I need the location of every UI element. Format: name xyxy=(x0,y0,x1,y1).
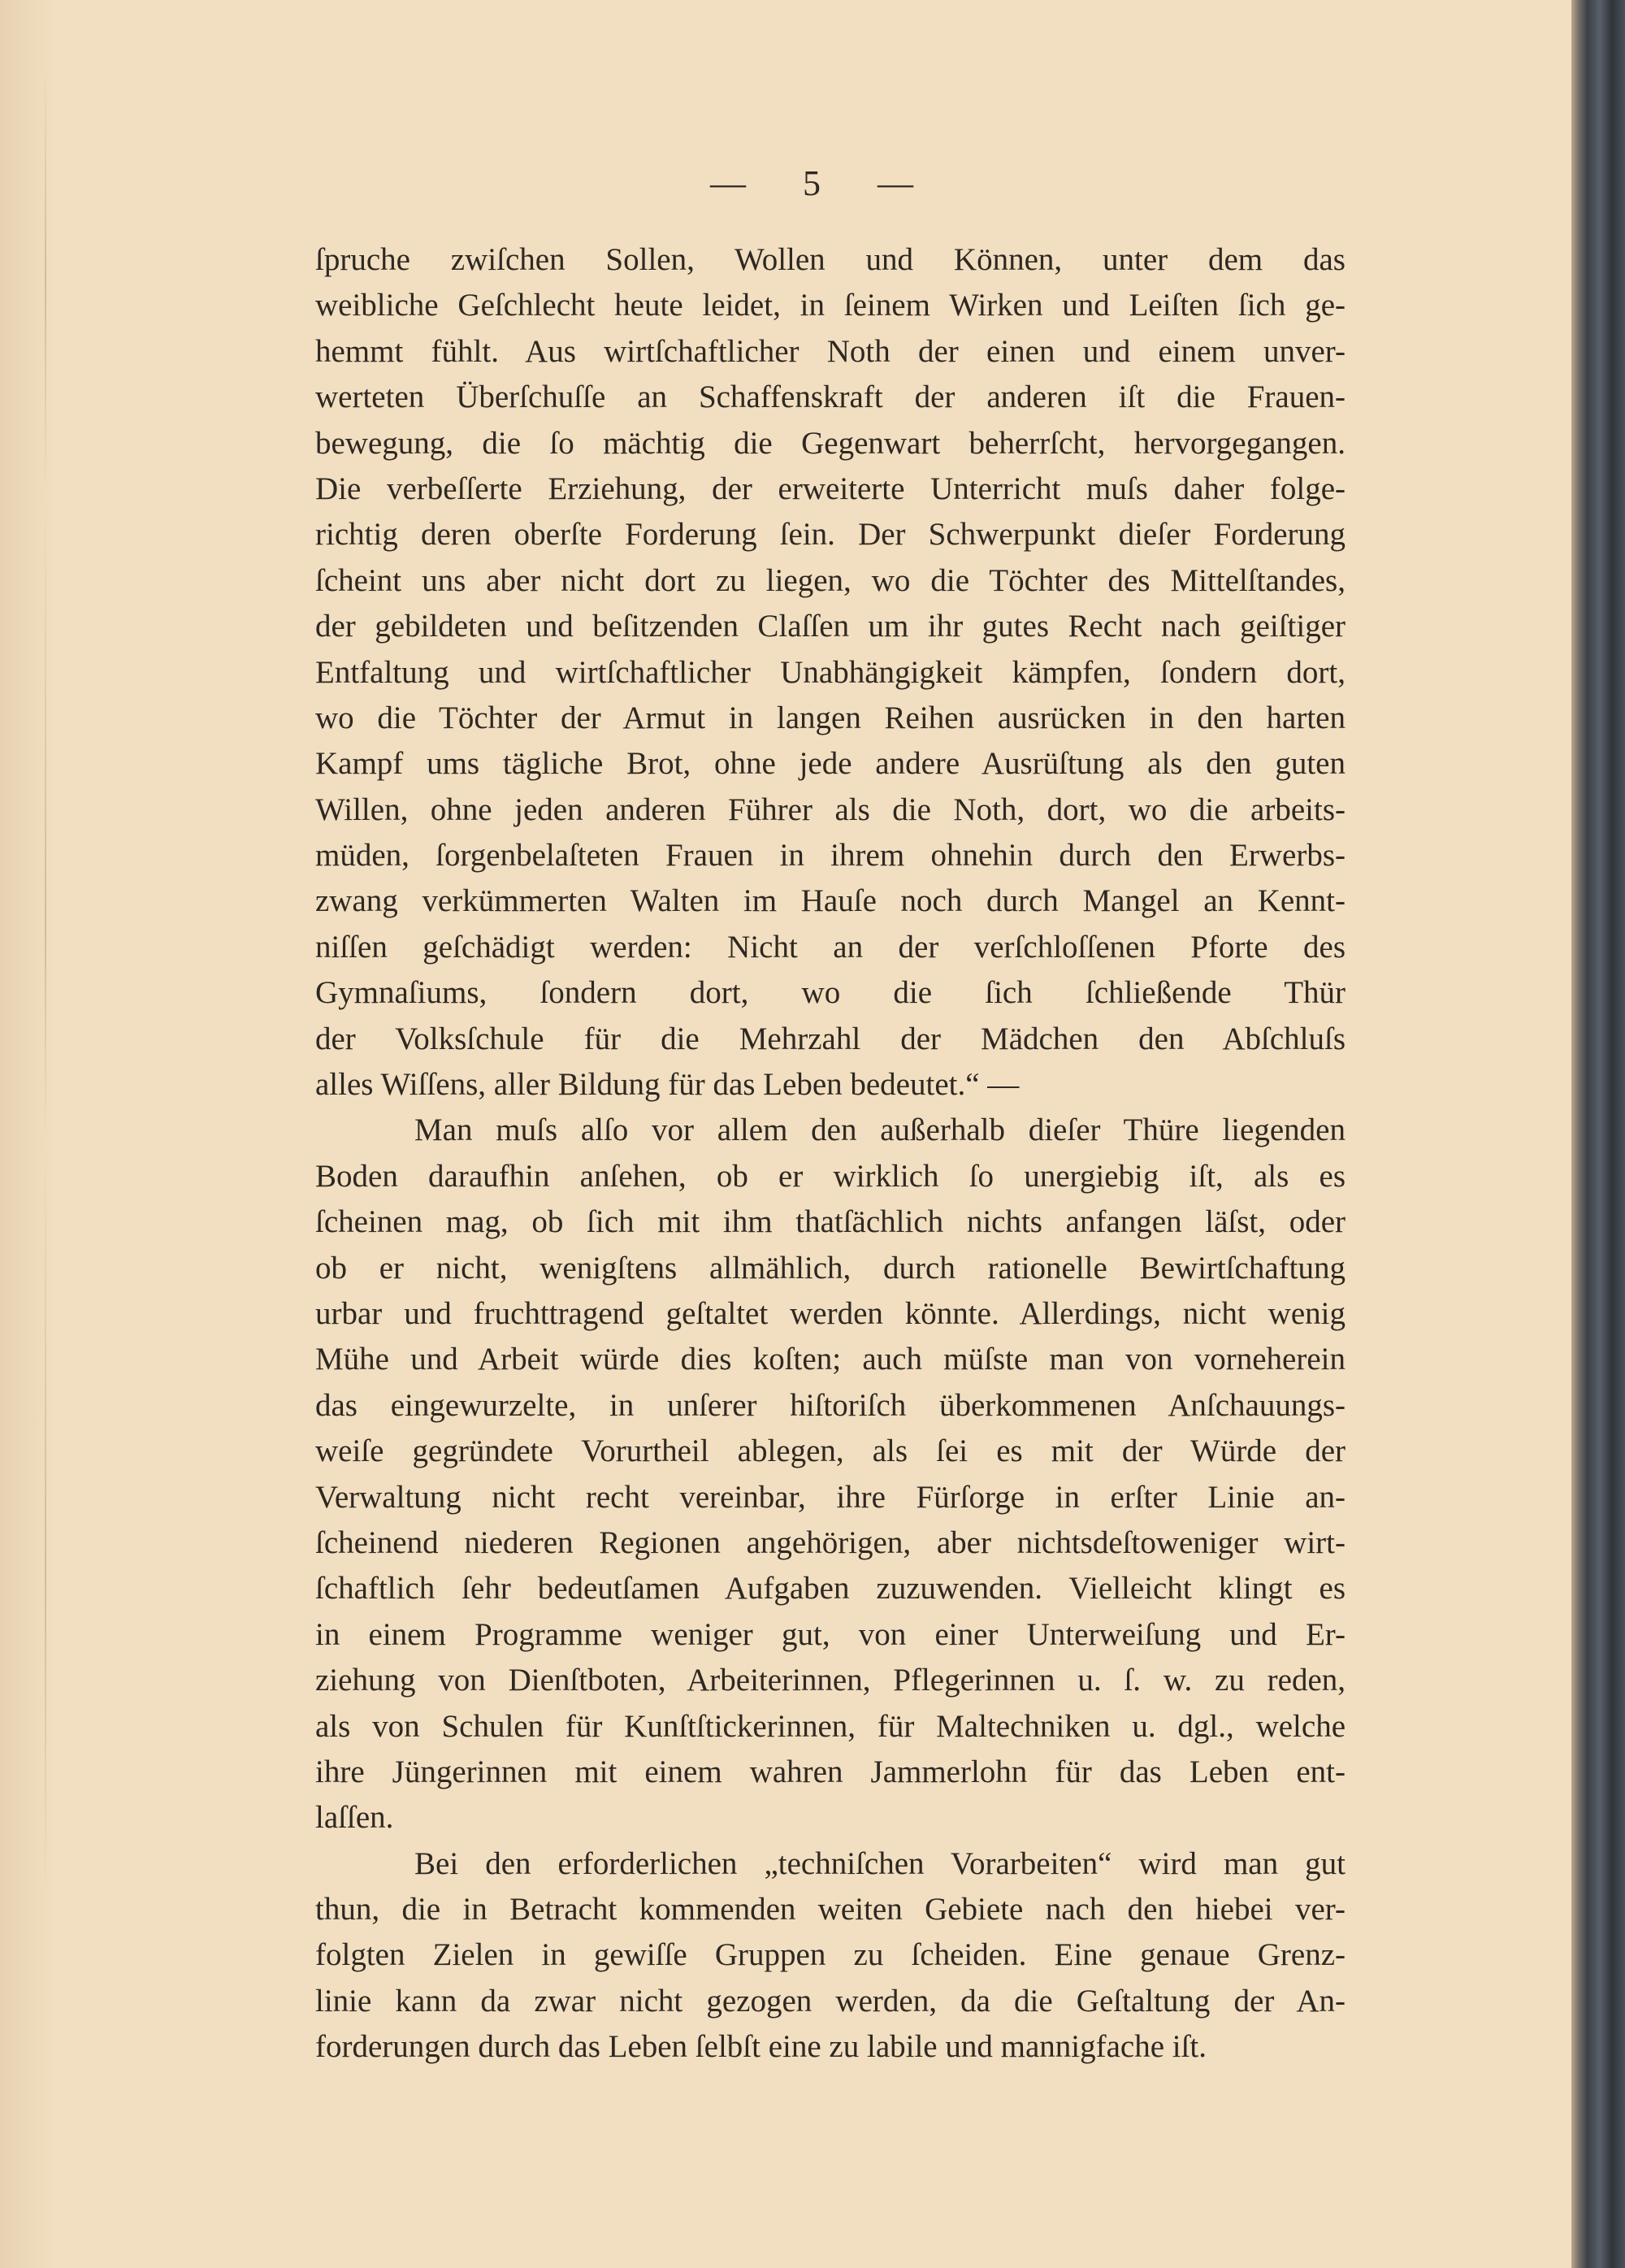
text-line: urbar und fruchttragend geſtaltet werden könnte. Allerdings, nicht wenig xyxy=(315,1295,1346,1331)
text-line: hemmt fühlt. Aus wirtſchaftlicher Noth der einen und einem unver- xyxy=(315,333,1346,369)
text-line: Bei den erforderlichen „techniſchen Vorarbeiten“ wird man gut xyxy=(414,1845,1346,1881)
text-line: linie kann da zwar nicht gezogen werden, da die Geſtaltung der An- xyxy=(315,1983,1346,2019)
paragraph xyxy=(315,237,1346,1108)
text-line: richtig deren oberſte Forderung ſein. Der Schwerpunkt dieſer Forderung xyxy=(315,517,1346,553)
text-line: ſchaftlich ſehr bedeutſamen Aufgaben zuzuwenden. Vielleicht klingt es xyxy=(315,1571,1346,1607)
text-line: Boden daraufhin anſehen, ob er wirklich ſo unergiebig iſt, als es xyxy=(315,1158,1346,1194)
dash-right: — xyxy=(878,163,915,203)
text-line: laſſen. xyxy=(315,1800,394,1836)
body-text xyxy=(315,237,1346,2071)
text-line: niſſen geſchädigt werden: Nicht an der verſchloſſenen Pforte des xyxy=(315,929,1346,965)
binding-crease xyxy=(45,65,46,2218)
text-line: weiſe gegründete Vorurtheil ablegen, als ſei es mit der Würde der xyxy=(315,1433,1346,1469)
text-line: Willen, ohne jeden anderen Führer als die Noth, dort, wo die arbeits- xyxy=(315,791,1346,827)
text-line: der Volksſchule für die Mehrzahl der Mädchen den Abſchluſs xyxy=(315,1021,1346,1056)
text-line: in einem Programme weniger gut, von einer Unterweiſung und Er- xyxy=(315,1616,1346,1652)
text-line: ſpruche zwiſchen Sollen, Wollen und Können, unter dem das xyxy=(315,242,1346,277)
text-line: werteten Überſchuſſe an Schaffenskraft der anderen iſt die Frauen- xyxy=(315,379,1346,415)
binding-gutter xyxy=(0,0,57,2268)
marbled-cover-edge xyxy=(1571,0,1625,2268)
text-line: das eingewurzelte, in unſerer hiſtoriſch überkommenen Anſchauungs- xyxy=(315,1387,1346,1423)
text-line: ſcheint uns aber nicht dort zu liegen, wo die Töchter des Mittelſtandes, xyxy=(315,562,1346,598)
text-line: als von Schulen für Kunſtſtickerinnen, für Maltechniken u. dgl., welche xyxy=(315,1708,1346,1744)
text-line: zwang verkümmerten Walten im Hauſe noch durch Mangel an Kennt- xyxy=(315,883,1346,919)
text-line: müden, ſorgenbelaſteten Frauen in ihrem ohnehin durch den Erwerbs- xyxy=(315,838,1346,874)
text-line: ob er nicht, wenigſtens allmählich, durch rationelle Bewirtſchaftung xyxy=(315,1250,1346,1286)
text-line: thun, die in Betracht kommenden weiten Gebiete nach den hiebei ver- xyxy=(315,1892,1346,1928)
text-line: Die verbeſſerte Erziehung, der erweiterte Unterricht muſs daher folge- xyxy=(315,471,1346,506)
text-line: Mühe und Arbeit würde dies koſten; auch müſste man von vorneherein xyxy=(315,1342,1346,1377)
page-number: 5 xyxy=(803,163,822,203)
text-line: ziehung von Dienſtboten, Arbeiterinnen, Pflegerinnen u. ſ. w. zu reden, xyxy=(315,1663,1346,1698)
text-line: alles Wiſſens, aller Bildung für das Leben bedeutet.“ — xyxy=(315,1067,1020,1103)
dash-left: — xyxy=(710,163,748,203)
text-line: wo die Töchter der Armut in langen Reihen ausrücken in den harten xyxy=(315,700,1346,735)
text-line: ſcheinen mag, ob ſich mit ihm thatſächlich nichts anfangen läſst, oder xyxy=(315,1204,1346,1240)
text-line: weibliche Geſchlecht heute leidet, in ſeinem Wirken und Leiſten ſich ge- xyxy=(315,288,1346,323)
text-line: folgten Zielen in gewiſſe Gruppen zu ſcheiden. Eine genaue Grenz- xyxy=(315,1937,1346,1973)
text-line: forderungen durch das Leben ſelbſt eine zu labile und mannigfache iſt. xyxy=(315,2029,1207,2065)
text-line: ihre Jüngerinnen mit einem wahren Jammerlohn für das Leben ent- xyxy=(315,1754,1346,1789)
text-line: Verwaltung nicht recht vereinbar, ihre Fürſorge in erſter Linie an- xyxy=(315,1479,1346,1515)
text-line: Kampf ums tägliche Brot, ohne jede andere Ausrüſtung als den guten xyxy=(315,746,1346,782)
text-line: Man muſs alſo vor allem den außerhalb dieſer Thüre liegenden xyxy=(414,1112,1346,1148)
text-line: der gebildeten und beſitzenden Claſſen um ihr gutes Recht nach geiſtiger xyxy=(315,609,1346,644)
text-line: ſcheinend niederen Regionen angehörigen, aber nichtsdeſtoweniger wirt- xyxy=(315,1524,1346,1560)
paragraph xyxy=(315,1841,1346,2071)
text-line: bewegung, die ſo mächtig die Gegenwart beherrſcht, hervorgegangen. xyxy=(315,425,1346,461)
text-line: Gymnaſiums, ſondern dort, wo die ſich ſchließende Thür xyxy=(315,975,1346,1011)
paragraph xyxy=(315,1108,1346,1841)
page-number-header xyxy=(0,163,1625,204)
text-line: Entfaltung und wirtſchaftlicher Unabhängigkeit kämpfen, ſondern dort, xyxy=(315,654,1346,690)
